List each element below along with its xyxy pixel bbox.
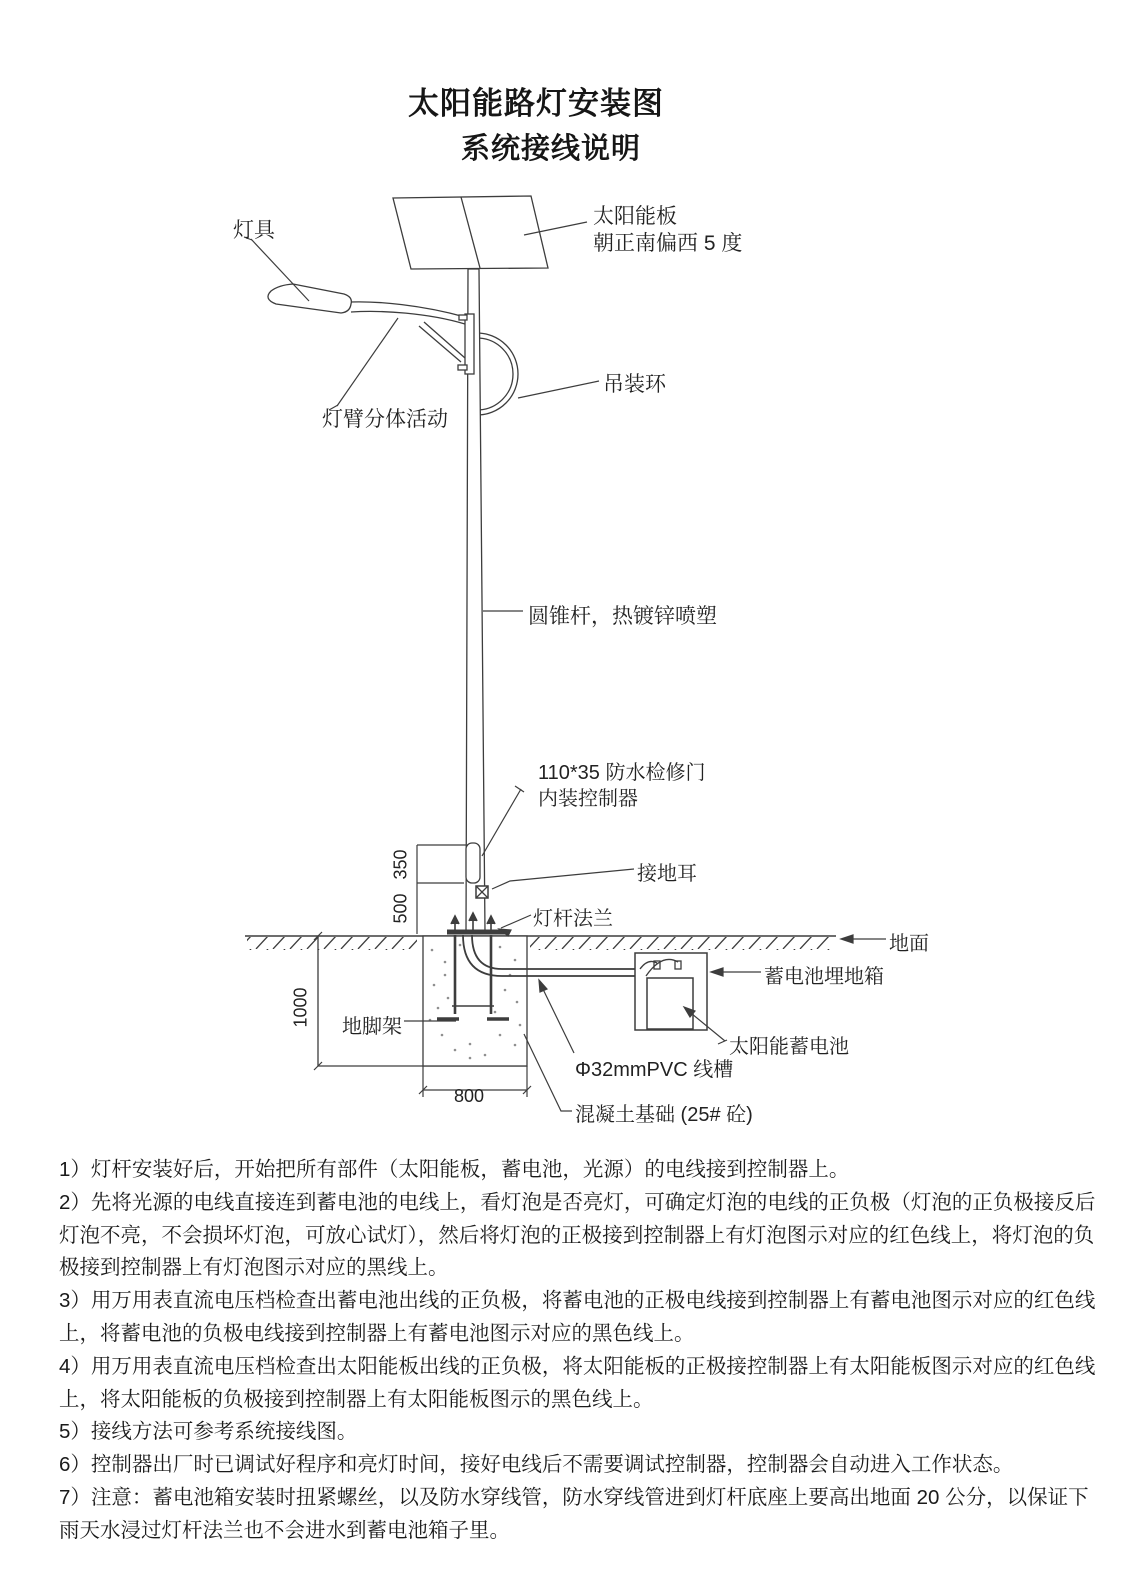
concrete-foundation <box>423 936 527 1066</box>
arm-bracket <box>419 314 474 374</box>
instruction-item: 1）灯杆安装好后，开始把所有部件（太阳能板，蓄电池，光源）的电线接到控制器上。 <box>59 1158 850 1181</box>
dimension-door-height: 350 <box>390 849 411 880</box>
label-grounding-ear: 接地耳 <box>637 863 697 885</box>
label-concrete-foundation: 混凝土基础 (25# 砼) <box>575 1104 753 1126</box>
dimension-foundation-depth: 1000 <box>290 987 311 1028</box>
label-pole: 圆锥杆，热镀锌喷塑 <box>528 605 717 628</box>
label-solar-panel-line1: 太阳能板 <box>593 205 677 228</box>
solar-panel <box>393 196 548 269</box>
label-solar-panel <box>593 203 742 257</box>
label-lamp: 灯具 <box>233 219 275 242</box>
battery-box <box>635 953 707 1030</box>
label-battery-box: 蓄电池埋地箱 <box>764 966 884 988</box>
anchor-bolts <box>451 913 495 930</box>
page-subtitle: 系统接线说明 <box>460 133 641 165</box>
label-solar-panel-line2: 朝正南偏西 5 度 <box>593 232 743 255</box>
instruction-item: 3）用万用表直流电压档检查出蓄电池出线的正负极，将蓄电池的正极电线接到控制器上有蓄电池图示对应的红色线上，将蓄电池的负极电线接到控制器上有蓄电池图示对应的黑色线上。 <box>59 1289 1096 1345</box>
instruction-item: 4）用万用表直流电压档检查出太阳能板出线的正负极，将太阳能板的正极接控制器上有太阳能板图示对应的红色线上，将太阳能板的负极接到控制器上有太阳能板图示的黑色线上。 <box>59 1354 1096 1411</box>
instruction-item: 6）控制器出厂时已调试好程序和亮灯时间，接好电线后不需要调试控制器，控制器会自动进入工作状态。 <box>59 1453 1014 1477</box>
dimension-foundation-width: 800 <box>453 1086 485 1106</box>
label-access-door-line1: 110*35 防水检修门 <box>538 762 706 784</box>
label-pole-flange: 灯杆法兰 <box>533 908 613 930</box>
label-access-door-line2: 内装控制器 <box>538 788 638 810</box>
ground-surface <box>245 936 836 950</box>
grounding-ear-icon <box>476 886 488 898</box>
wiring-instructions <box>59 1154 1097 1548</box>
dimension-door-to-ground: 500 <box>390 893 411 924</box>
page-title: 太阳能路灯安装图 <box>408 86 664 121</box>
access-door <box>466 843 480 883</box>
instruction-item: 7）注意：蓄电池箱安装时扭紧螺丝，以及防水穿线管，防水穿线管进到灯杆底座上要高出地面 20 公分，以保证下雨天水浸过灯杆法兰也不会进水到蓄电池箱子里。 <box>59 1485 1089 1542</box>
label-access-door <box>538 760 705 812</box>
label-lifting-ring: 吊装环 <box>603 373 666 396</box>
label-anchor-frame: 地脚架 <box>342 1016 402 1038</box>
lamp-head <box>268 284 351 313</box>
label-lamp-arm: 灯臂分体活动 <box>322 408 448 431</box>
label-pvc-duct: Φ32mmPVC 线槽 <box>575 1059 734 1081</box>
lamp-arm <box>350 302 465 324</box>
instruction-item: 5）接线方法可参考系统接线图。 <box>59 1420 358 1444</box>
instruction-item: 2）先将光源的电线直接连到蓄电池的电线上，看灯泡是否亮灯，可确定灯泡的电线的正负极（灯泡的正负极接反后灯泡不亮，不会损坏灯泡，可放心试灯），然后将灯泡的正极接到控制器上有灯泡图示对应的红色线上，将灯泡的负极接到控制器上有灯泡图示对应的黑线上。 <box>59 1190 1096 1280</box>
label-ground: 地面 <box>889 933 929 955</box>
label-solar-battery: 太阳能蓄电池 <box>729 1036 849 1058</box>
